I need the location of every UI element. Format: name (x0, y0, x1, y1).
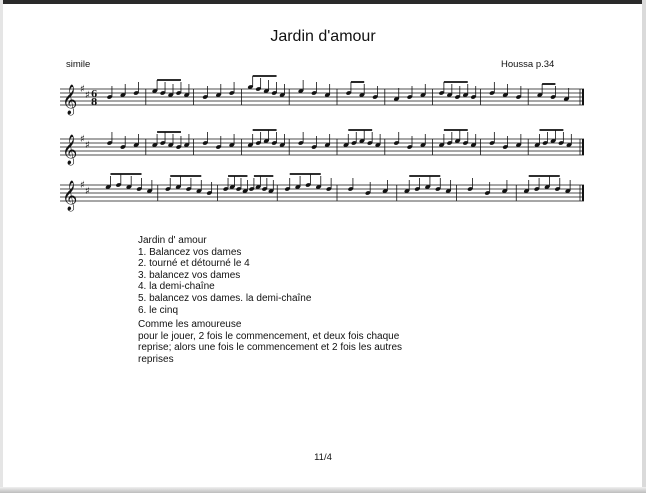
sharp-icon: ♯ (80, 180, 85, 191)
source-reference: Houssa p.34 (501, 59, 555, 70)
figure-item: 4. la demi-chaîne (138, 281, 215, 293)
treble-clef-icon: 𝄞 (62, 181, 78, 211)
figure-item: 6. le cinq (138, 304, 179, 316)
scan-edge-bottom (0, 487, 646, 493)
figure-item: 5. balancez vos dames. la demi-chaîne (138, 292, 312, 304)
sharp-icon: ♯ (85, 186, 90, 197)
scan-edge-top (0, 0, 646, 4)
sharp-icon: ♯ (85, 140, 90, 151)
sharp-icon: ♯ (80, 134, 85, 145)
page-number: 11/4 (314, 452, 332, 463)
instructions-line: pour le jouer, 2 fois le commencement, et deux fois chaque (138, 330, 400, 342)
page-title: Jardin d'amour (270, 28, 376, 45)
scan-edge-left (0, 0, 3, 493)
dance-figures (138, 235, 311, 316)
figure-item: 3. balancez vos dames (138, 269, 241, 281)
music-staff-1 (60, 77, 586, 117)
music-staff-2 (60, 127, 586, 167)
tempo-marking: simile (66, 59, 91, 70)
music-staff-3 (60, 173, 586, 213)
time-signature-top: 6 (91, 90, 98, 100)
instructions-heading: Comme les amoureuse (138, 319, 242, 330)
figure-item: 2. tourné et détourné le 4 (138, 258, 250, 270)
sharp-icon: ♯ (85, 90, 90, 101)
treble-clef-icon: 𝄞 (62, 85, 78, 115)
time-signature-bottom: 8 (91, 98, 98, 108)
playing-instructions (138, 319, 402, 365)
treble-clef-icon: 𝄞 (62, 135, 78, 165)
scan-edge-right (642, 0, 646, 493)
dance-title: Jardin d' amour (138, 235, 207, 246)
figure-item: 1. Balancez vos dames (138, 246, 242, 258)
sharp-icon: ♯ (80, 84, 85, 95)
instructions-line: reprise; alors une fois le commencement et 2 fois les autres (138, 342, 403, 354)
instructions-line: reprises (138, 353, 174, 365)
